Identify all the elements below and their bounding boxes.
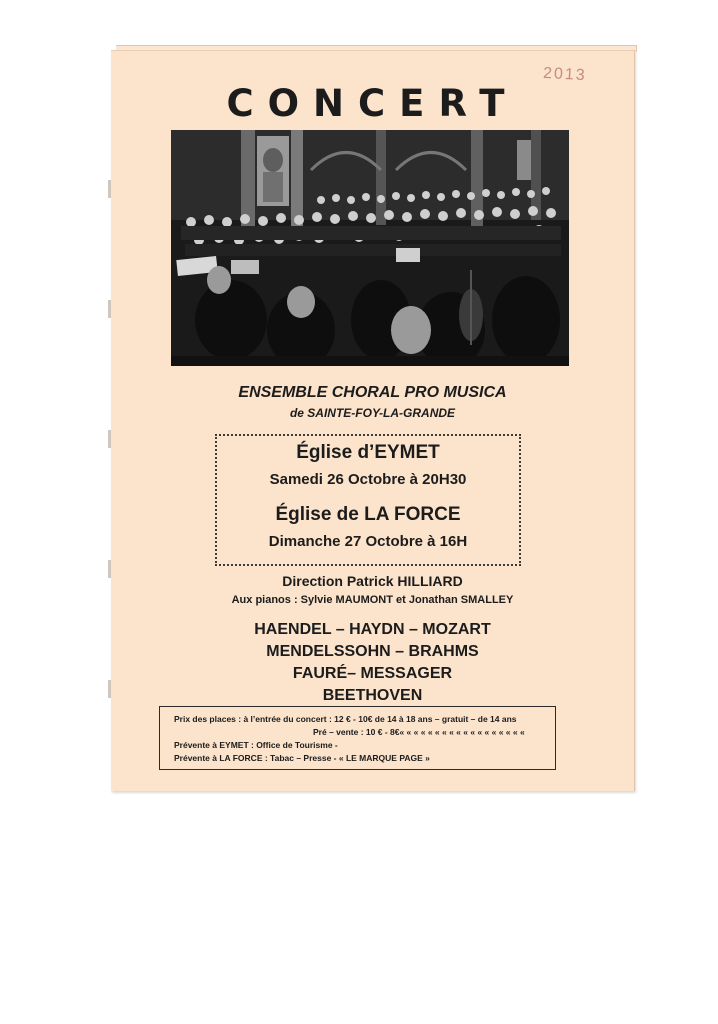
flyer-title: CONCERT [226,82,519,125]
prices-box [159,706,556,770]
venue-name-2: Église de LA FORCE [275,504,461,525]
venue-date-2: Dimanche 27 Octobre à 16H [268,533,468,550]
pianists: Aux pianos : Sylvie MAUMONT et Jonathan SMALLEY [231,594,514,606]
ensemble-origin: de SAINTE-FOY-LA-GRANDE [289,406,456,420]
choir-photo-graphic [171,130,569,366]
price-presale: Pré – vente : 10 € - 8€« « « « « « « « « « « « « « « « « « [313,727,525,737]
venues-box [215,434,521,566]
ensemble-name: ENSEMBLE CHORAL PRO MUSICA [238,384,507,401]
venue-name-1: Église d’EYMET [296,442,440,463]
venue-date-1: Samedi 26 Octobre à 20H30 [269,471,467,488]
handwritten-year: 2013 [542,64,588,85]
conductor: Direction Patrick HILLIARD [282,573,463,589]
choir-photo [171,130,569,366]
composers-line: FAURÉ– MESSAGER [292,665,453,682]
price-entry: Prix des places : à l’entrée du concert : 12 € - 10€ de 14 à 18 ans – gratuit – de 14 ans [174,714,517,724]
composers-line: BEETHOVEN [322,687,423,704]
composers-line: MENDELSSOHN – BRAHMS [266,643,479,660]
composers-list [111,619,634,707]
composers-line: HAENDEL – HAYDN – MOZART [254,621,491,638]
presale-la-force: Prévente à LA FORCE : Tabac – Presse - « LE MARQUE PAGE » [174,753,430,763]
presale-eymet: Prévente à EYMET : Office de Tourisme - [174,740,338,750]
